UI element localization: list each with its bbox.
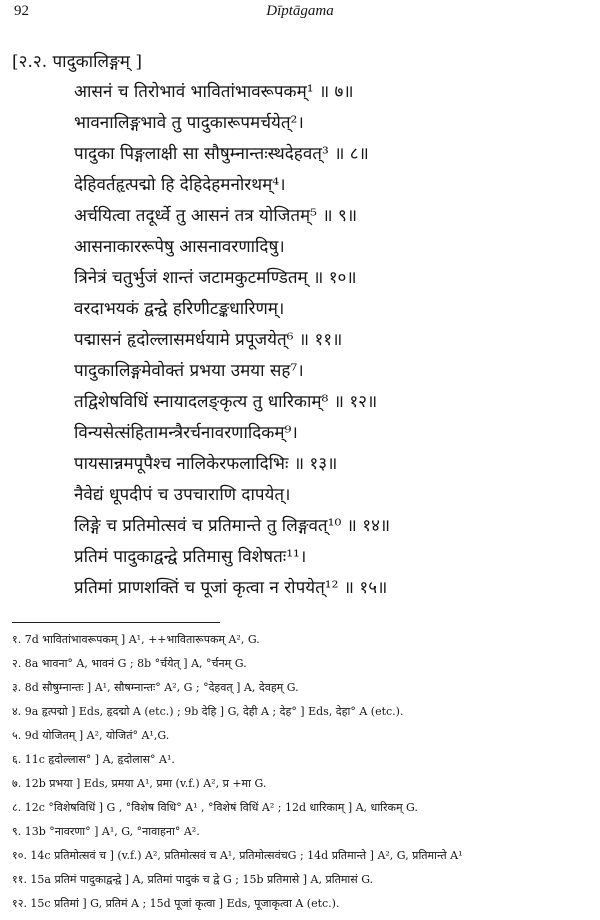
verse-line: भावनालिङ्गभावे तु पादुकारूपमर्चयेत्²। [74,113,304,133]
verse-line: तद्विशेषविधिं स्नायादलङ्कृत्य तु धारिकाम्⁸ ॥ १२॥ [74,392,378,412]
footnote: ५. 9d योजितम् ] A², योजितं° A¹,G. [12,729,170,742]
footnote: ७. 12b प्रभया ] Eds, प्रमया A¹, प्रमा (v.f.) A², प्र +मा G. [12,777,267,790]
verse-line: प्रतिमां प्राणशक्तिं च पूजां कृत्वा न रोपयेत्¹² ॥ १५॥ [74,578,388,598]
footnote: ९. 13b °नावरणा° ] A¹, G, °नावाहना° A². [12,825,200,838]
footnote: ३. 8d सौषुम्नान्तः ] A¹, सौषम्नान्तः° A², G ; °देहवत् ] A, देवहम् G. [12,681,299,694]
verse-line: विन्यसेत्संहितामन्त्रैरर्चनावरणादिकम्⁹। [74,423,298,443]
running-title: Dīptāgama [266,3,334,19]
verse-line: पायसान्नमपूपैश्च नालिकेरफलादिभिः ॥ १३॥ [74,454,338,474]
verse-line: वरदाभयकं द्वन्द्वे हरिणीटङ्कधारिणम्। [74,299,285,319]
footnote-rule [12,622,220,623]
footnote: २. 8a भावना° A, भावनं G ; 8b °र्चयेत् ] A, °र्चनम् G. [12,657,247,670]
footnote: ८. 12c °विशेषविधिं ] G , °विशेष विधि° A¹ , °विशेषं विधिं A² ; 12d धारिकाम् ] A, धारिकम् G. [12,801,418,814]
footnote: १. 7d भावितांभावरूपकम् ] A¹, ++भावितारूपकम् A², G. [12,633,260,646]
verse-line: लिङ्गे च प्रतिमोत्सवं च प्रतिमान्ते तु लिङ्गवत्¹⁰ ॥ १४॥ [74,516,391,536]
verse-line: नैवेद्यं धूपदीपं च उपचाराणि दापयेत्। [74,485,291,505]
footnote: ११. 15a प्रतिमं पादुकाद्वन्द्वे ] A, प्रतिमां पादुकं च द्वे G ; 15b प्रतिमासे ] A, प्रतिमासं G. [12,873,374,886]
verse-line: आसनं च तिरोभावं भावितांभावरूपकम्¹ ॥ ७॥ [74,82,354,102]
verse-line: पादुकालिङ्गमेवोक्तं प्रभया उमया सह⁷। [74,361,304,381]
verse-line: आसनाकाररूपेषु आसनावरणादिषु। [74,237,285,257]
footnote: १२. 15c प्रतिमां ] G, प्रतिमं A ; 15d पूजां कृत्वा ] Eds, पूजाकृत्वा A (etc.). [12,897,340,910]
page-number: 92 [14,3,29,19]
verse-line: अर्चयित्वा तदूर्ध्वे तु आसनं तत्र योजितम्⁵ ॥ ९॥ [74,206,358,226]
verse-line: पादुका पिङ्गलाक्षी सा सौषुम्नान्तःस्थदेहवत्³ ॥ ८॥ [74,144,369,164]
section-heading: [२.२. पादुकालिङ्गम् ] [12,52,142,72]
verse-line: प्रतिमं पादुकाद्वन्द्वे प्रतिमासु विशेषतः¹¹। [74,547,307,567]
verse-line: पद्मासनं हृदोल्लासमर्धयामे प्रपूजयेत्⁶ ॥ ११॥ [74,330,343,350]
footnote: ४. 9a हृत्पद्मो ] Eds, हृदद्मो A (etc.) ; 9b देहि ] G, देही A ; देह° ] Eds, देहा° A (etc.). [12,705,404,718]
verse-line: त्रिनेत्रं चतुर्भुजं शान्तं जटामकुटमण्डितम् ॥ १०॥ [74,268,357,288]
footnote: १०. 14c प्रतिमोत्सवं च ] (v.f.) A², प्रतिमोत्सवं च A¹, प्रतिमोत्सवंचG ; 14d प्रतिमान्ते ] A², G, प्रतिमान्ते A¹ [12,849,463,862]
footnote: ६. 11c हृदोल्लास° ] A, हृदोलास° A¹. [12,753,175,766]
verse-line: देहिवर्तहृत्पद्मो हि देहिदेहमनोरथम्⁴। [74,175,286,195]
